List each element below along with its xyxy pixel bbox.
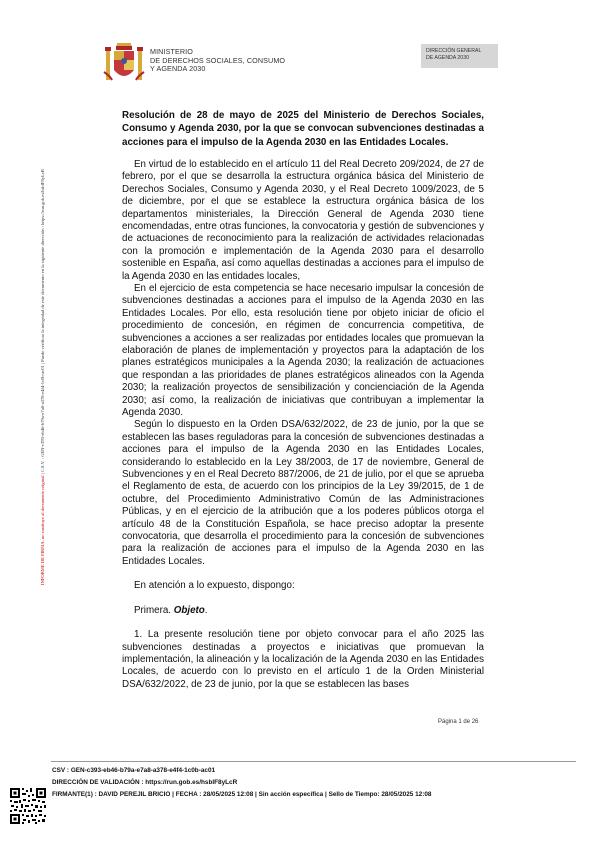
signature-footer bbox=[52, 765, 431, 800]
paragraph: Según lo dispuesto en la Orden DSA/632/2022, de 23 de junio, por la que se establecen las bases reguladoras para la concesión de subvenciones destinadas a acciones para el impulso de la Agenda 2030 en las Entidades Locales, considerando lo establecido en la Ley 38/2003, de 17 de noviembre, General de Subvenciones y en el Real Decreto 887/2006, de 21 de julio, por el que se aprueba el Reglamento de esta, de acuerdo con los principios de la Ley 39/2015, de 1 de octubre, del Procedimiento Administrativo Común de las Administraciones Públicas, y en el ejercicio de la atribución que a los poderes públicos otorga el artículo 48 de la Constitución Española, se hace preciso adoptar la presente convocatoria, que desarrolla el procedimiento para la concesión de subvenciones para la realización de acciones para el impulso de la Agenda 2030 en las Entidades Locales. bbox=[122, 419, 484, 567]
signature-notice-detail: | C.S.V. : GEN-c393-eb46-b79a-e7a8-a378-e4f4-1c0b-ac01 | Puede verificar la integridad de este documento en la siguiente dirección : https://run.gob.es/hsblF8yLcR bbox=[40, 169, 45, 476]
paragraph: En el ejercicio de esta competencia se hace necesario impulsar la concesión de subvenciones destinadas a acciones para el impulso de la Agenda 2030 en las Entidades Locales. Por ello, esta resolución tiene por objeto iniciar de oficio el procedimiento de concesión, en régimen de concurrencia competitiva, de subvenciones a acciones a ser realizadas por entidades locales que promuevan la elaboración de planes de implementación y proyectos para la adaptación de los planes estratégicos municipales a la Agenda 2030; la realización de actuaciones que respondan a las prioridades de planes estratégicos alineados con la Agenda 2030; la realización proyectos de sensibilización y concienciación de la Agenda 2030; así como, la realización de iniciativas que contribuyan a implementar la Agenda 2030. bbox=[122, 282, 484, 419]
signer-info: FIRMANTE(1) : DAVID PEREJIL BRICIO | FECHA : 28/05/2025 12:08 | Sin acción específica | Sello de Tiempo: 28/05/2025 12:08 bbox=[52, 790, 432, 798]
signature-notice-warning: INFORME DE FIRMA, no sustituye al documento original bbox=[40, 475, 45, 585]
section-suffix: . bbox=[204, 604, 208, 616]
section-title: Objeto bbox=[173, 604, 205, 616]
section-prefix: Primera. bbox=[134, 604, 172, 616]
validation-address[interactable]: DIRECCIÓN DE VALIDACIÓN : https://run.gob.es/hsblF8yLcR bbox=[52, 778, 238, 786]
footer-divider bbox=[51, 761, 576, 762]
article-paragraph: 1. La presente resolución tiene por objeto convocar para el año 2025 las subvenciones destinadas a proyectos e iniciativas que promuevan la implementación, la alineación y la localización de la Agenda 2030 en las Entidades Locales, de acuerdo con lo previsto en el artículo 1 de la Orden Ministerial DSA/632/2022, de 23 de junio, por la que se establecen las bases bbox=[122, 629, 484, 690]
closing-statement: En atención a lo expuesto, dispongo: bbox=[134, 580, 295, 592]
section-heading bbox=[122, 605, 484, 617]
directorate-label bbox=[421, 44, 498, 68]
coat-of-arms-icon bbox=[102, 42, 146, 86]
csv-code: CSV : GEN-c393-eb46-b79a-e7a8-a378-e4f4-1c0b-ac01 bbox=[52, 767, 216, 774]
qr-code-icon bbox=[9, 787, 47, 825]
directorate-line: DIRECCIÓN GENERAL bbox=[426, 48, 482, 54]
ministry-line: Y AGENDA 2030 bbox=[150, 64, 206, 74]
ministry-line: MINISTERIO bbox=[150, 47, 193, 56]
document-title: Resolución de 28 de mayo de 2025 del Ministerio de Derechos Sociales, Consumo y Agenda 2030, por la que se convocan subvenciones destinadas a acciones para el impulso de la Agenda 2030 en las Entidades Locales. bbox=[122, 110, 484, 148]
directorate-line: DE AGENDA 2030 bbox=[426, 54, 469, 61]
ministry-name bbox=[150, 48, 285, 74]
ministry-line: DE DERECHOS SOCIALES, CONSUMO bbox=[150, 55, 286, 65]
document-body bbox=[122, 109, 484, 691]
signature-notice bbox=[40, 45, 45, 585]
paragraph: En virtud de lo establecido en el artículo 11 del Real Decreto 209/2024, de 27 de febrero, por el que se desarrolla la estructura orgánica básica del Ministerio de Derechos Sociales, Consumo y Agenda 2030, y el Real Decreto 1009/2023, de 5 de diciembre, por el que se establece la estructura orgánica básica de los departamentos ministeriales, la Dirección General de Agenda 2030 tiene encomendadas, entre otras funciones, la convocatoria y gestión de subvenciones y de actuaciones de reconocimiento para la realización de actividades relacionadas con la promoción e implementación de la Agenda 2030 para el desarrollo sostenible en España, así como aquellas destinadas a acciones para el impulso de la Agenda 2030 en las entidades locales, bbox=[122, 158, 484, 282]
page-number: Página 1 de 26 bbox=[438, 719, 479, 725]
